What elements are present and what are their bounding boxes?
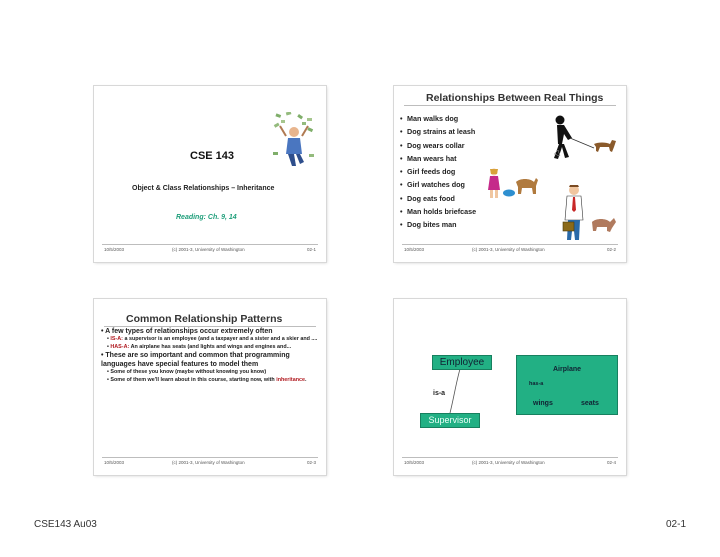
list-item: • Dog eats food bbox=[400, 193, 455, 203]
is-a-label: is-a bbox=[433, 390, 446, 397]
bullet-level-2: • Some of these you know (maybe without knowing you know) bbox=[107, 369, 267, 376]
relationship-list bbox=[400, 112, 476, 232]
footer-copyright: (c) 2001-3, University of Washington bbox=[172, 247, 245, 252]
slide-3 bbox=[94, 299, 326, 475]
slide-4 bbox=[394, 299, 626, 475]
supervisor-box: Supervisor bbox=[420, 413, 480, 428]
title-divider bbox=[404, 105, 616, 106]
slide-body bbox=[101, 327, 323, 384]
slide-title: Common Relationship Patterns bbox=[126, 313, 283, 325]
list-item: • Dog wears collar bbox=[400, 140, 465, 150]
slide-footer bbox=[102, 244, 318, 255]
page-footer-number: 02-1 bbox=[666, 519, 687, 530]
footer-copyright: (c) 2001-3, University of Washington bbox=[472, 247, 545, 252]
slide-footer bbox=[102, 457, 318, 468]
airplane-label: Airplane bbox=[553, 366, 582, 373]
list-item: • Girl watches dog bbox=[400, 180, 465, 190]
bullet-level-1: • A few types of relationships occur extremely often bbox=[101, 328, 273, 335]
bullet-level-2: • Some of them we'll learn about in this course, starting now, with inheritance. bbox=[107, 376, 307, 383]
employee-box: Employee bbox=[432, 355, 492, 370]
list-item: • Girl feeds dog bbox=[400, 167, 456, 177]
isa-keyword: IS-A: bbox=[110, 336, 123, 342]
footer-date: 10/5/2003 bbox=[404, 247, 425, 252]
footer-copyright: (c) 2001-3, University of Washington bbox=[472, 460, 545, 465]
list-item: • Dog bites man bbox=[400, 220, 457, 230]
bullet-level-1: • These are so important and common that programming languages have special features to model them bbox=[101, 352, 290, 369]
slide-1 bbox=[94, 86, 326, 262]
footer-slide-number: 02-1 bbox=[306, 247, 316, 252]
inheritance-keyword: inheritance bbox=[276, 376, 305, 383]
man-with-briefcase-clipart-icon bbox=[560, 182, 620, 246]
lecture-subtitle: Object & Class Relationships – Inheritance bbox=[132, 185, 275, 192]
footer-slide-number: 02-3 bbox=[306, 460, 316, 465]
footer-copyright: (c) 2001-3, University of Washington bbox=[172, 460, 245, 465]
slide-2 bbox=[394, 86, 626, 262]
girl-feeding-dog-clipart-icon bbox=[486, 166, 538, 200]
footer-date: 10/5/2003 bbox=[104, 247, 125, 252]
course-title: CSE 143 bbox=[190, 150, 235, 162]
slide-footer bbox=[402, 244, 618, 255]
seats-label: seats bbox=[581, 400, 599, 407]
hasa-keyword: HAS-A: bbox=[110, 343, 130, 350]
footer-slide-number: 02-4 bbox=[606, 460, 616, 465]
page-footer-course: CSE143 Au03 bbox=[34, 519, 97, 530]
slide-footer bbox=[402, 457, 618, 468]
list-item: • Man wears hat bbox=[400, 153, 457, 163]
bullet-level-2: • IS-A: a supervisor is an employee (and a taxpayer and a sister and a skier and .... bbox=[107, 336, 318, 342]
wings-label: wings bbox=[533, 400, 553, 407]
has-a-label: has-a bbox=[529, 381, 544, 387]
airplane-box bbox=[516, 355, 618, 415]
reading-assignment: Reading: Ch. 9, 14 bbox=[176, 214, 237, 221]
footer-date: 10/5/2003 bbox=[404, 460, 425, 465]
footer-slide-number: 02-2 bbox=[606, 247, 616, 252]
bullet-level-2: • HAS-A: An airplane has seats (and lights and wings and engines and... bbox=[107, 343, 292, 350]
list-item: • Dog strains at leash bbox=[400, 127, 476, 137]
money-man-clipart-icon bbox=[272, 112, 316, 170]
man-walking-dog-clipart-icon bbox=[550, 114, 622, 162]
footer-date: 10/5/2003 bbox=[104, 460, 125, 465]
list-item: • Man holds briefcase bbox=[400, 207, 477, 217]
list-item: • Man walks dog bbox=[400, 114, 459, 123]
slide-title: Relationships Between Real Things bbox=[426, 92, 604, 104]
